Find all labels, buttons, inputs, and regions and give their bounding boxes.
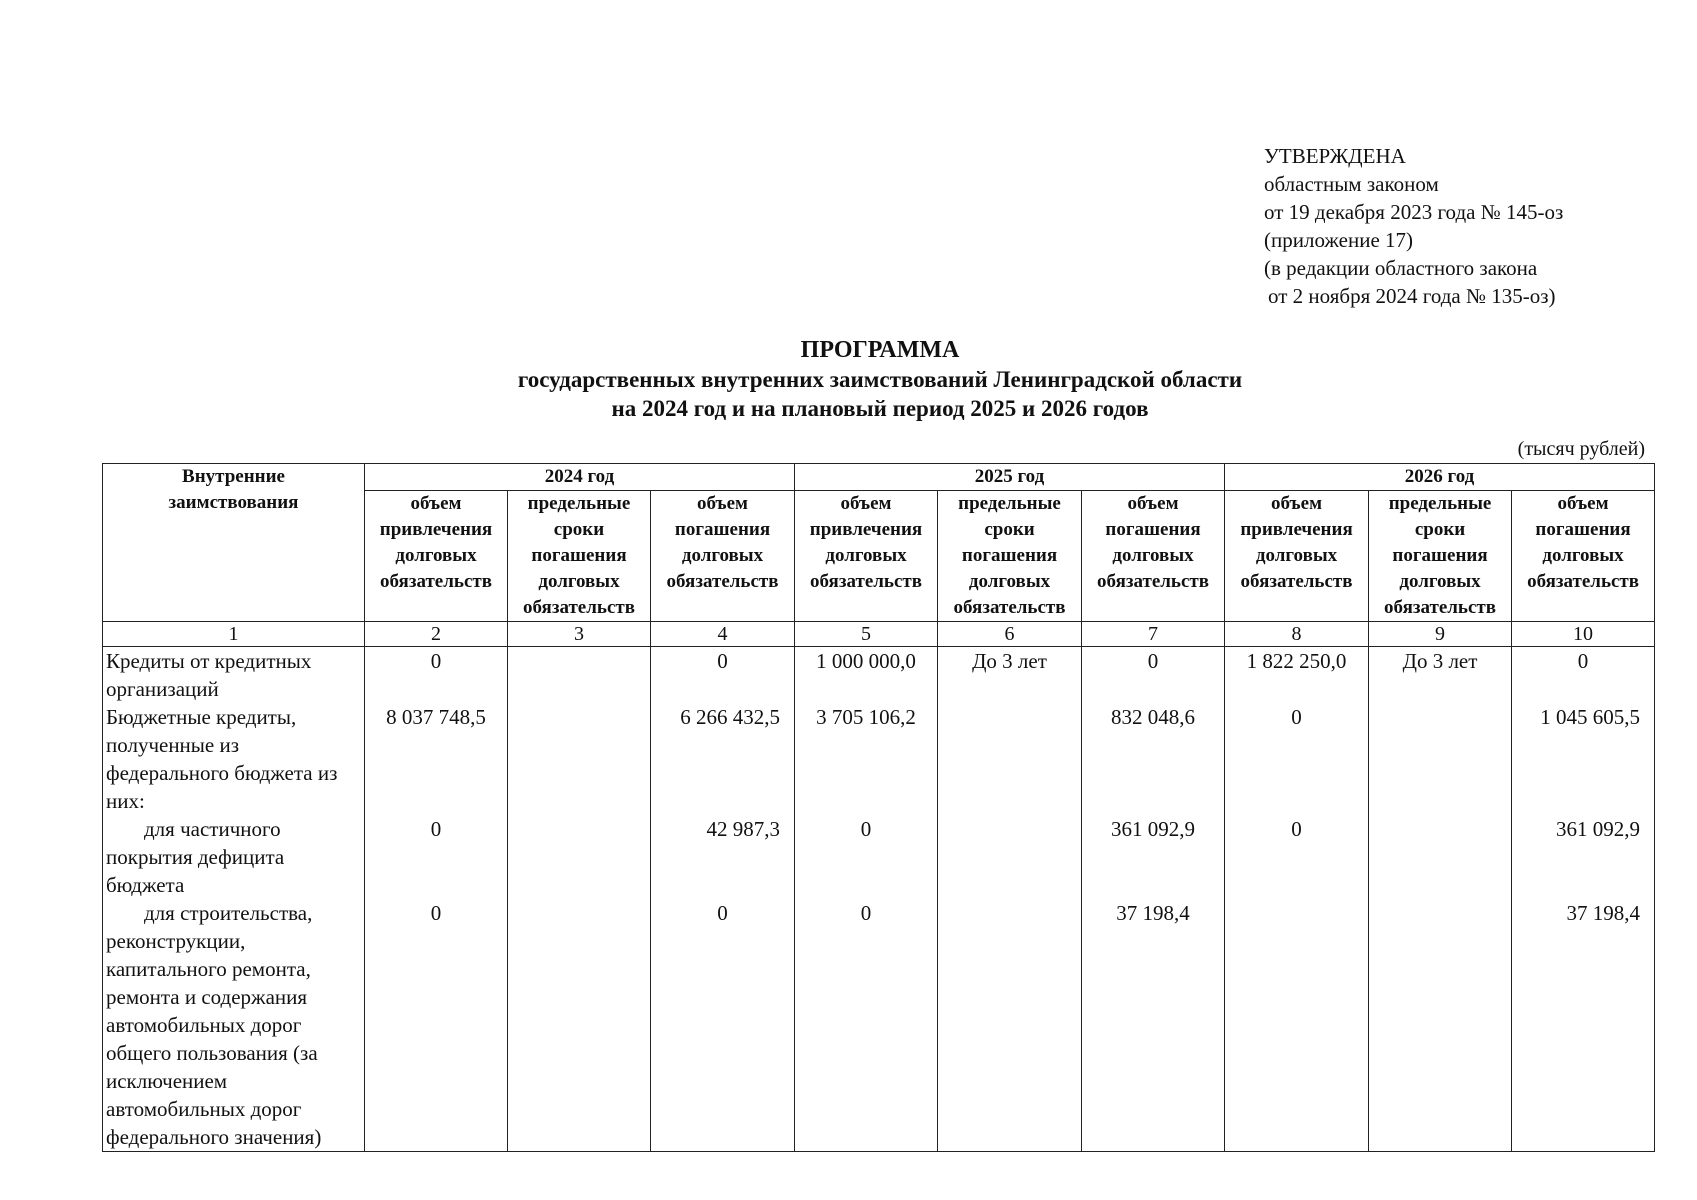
header-attract: объем привлечения долговых обязательств: [795, 491, 938, 622]
header-year-2025: 2025 год: [795, 464, 1225, 491]
column-number: 2: [365, 622, 508, 647]
table-cell: [938, 815, 1082, 899]
title-main: ПРОГРАММА: [800, 337, 960, 363]
column-number: 4: [651, 622, 795, 647]
table-cell: 37 198,4: [1082, 899, 1225, 1152]
header-attract: объем привлечения долговых обязательств: [365, 491, 508, 622]
approval-line-3: от 19 декабря 2023 года № 145-оз: [1264, 200, 1564, 224]
row-name: Бюджетные кредиты, полученные из федерального бюджета из них:: [103, 703, 365, 815]
table-cell: 3 705 106,2: [795, 703, 938, 815]
table-cell: 0: [1512, 647, 1655, 704]
table-row: [103, 703, 1655, 815]
table-cell: 832 048,6: [1082, 703, 1225, 815]
table-cell: [508, 815, 651, 899]
title-sub-2: на 2024 год и на плановый период 2025 и 2026 годов: [611, 396, 1149, 421]
header-repay: объем погашения долговых обязательств: [651, 491, 795, 622]
column-number: 10: [1512, 622, 1655, 647]
header-year-2024: 2024 год: [365, 464, 795, 491]
table-row: [103, 815, 1655, 899]
row-name-text: для частичного покрытия дефицита бюджета: [106, 817, 285, 897]
table-cell: До 3 лет: [1369, 647, 1512, 704]
header-repay: объем погашения долговых обязательств: [1082, 491, 1225, 622]
table-cell: 1 045 605,5: [1512, 703, 1655, 815]
header-terms: предельные сроки погашения долговых обязательств: [938, 491, 1082, 622]
table-cell: 1 822 250,0: [1225, 647, 1369, 704]
table-cell: 37 198,4: [1512, 899, 1655, 1152]
header-internal-borrowings: Внутренние заимствования: [103, 464, 365, 622]
title-sub-1: государственных внутренних заимствований Ленинградской области: [517, 367, 1243, 392]
table-cell: 8 037 748,5: [365, 703, 508, 815]
table-cell: 0: [651, 899, 795, 1152]
header-year-2026: 2026 год: [1225, 464, 1655, 491]
table-cell: [508, 647, 651, 704]
table-cell: [1369, 815, 1512, 899]
approval-line-2: областным законом: [1264, 172, 1439, 196]
approval-stamp: [1264, 142, 1563, 310]
column-number: 6: [938, 622, 1082, 647]
table-row: [103, 647, 1655, 704]
approval-line-1: УТВЕРЖДЕНА: [1264, 144, 1406, 168]
row-name: [103, 899, 365, 1152]
table-cell: 0: [795, 899, 938, 1152]
column-number: 1: [103, 622, 365, 647]
table-cell: До 3 лет: [938, 647, 1082, 704]
column-number: 3: [508, 622, 651, 647]
table-cell: 0: [365, 815, 508, 899]
header-repay: объем погашения долговых обязательств: [1512, 491, 1655, 622]
table-cell: [1225, 899, 1369, 1152]
table-cell: 0: [1225, 815, 1369, 899]
table-cell: [508, 899, 651, 1152]
row-name: Кредиты от кредитных организаций: [103, 647, 365, 704]
table-cell: 6 266 432,5: [651, 703, 795, 815]
table-cell: 0: [1225, 703, 1369, 815]
units-label: (тысяч рублей): [1517, 438, 1645, 460]
table-cell: 1 000 000,0: [795, 647, 938, 704]
table-cell: [1369, 703, 1512, 815]
column-number: 5: [795, 622, 938, 647]
table-cell: [508, 703, 651, 815]
table-cell: 361 092,9: [1512, 815, 1655, 899]
column-number: 8: [1225, 622, 1369, 647]
table-cell: 361 092,9: [1082, 815, 1225, 899]
table-row: [103, 899, 1655, 1152]
row-name: [103, 815, 365, 899]
table-cell: 0: [795, 815, 938, 899]
table-cell: 0: [1082, 647, 1225, 704]
table-cell: 0: [365, 899, 508, 1152]
column-number: 9: [1369, 622, 1512, 647]
table-cell: [938, 703, 1082, 815]
header-attract: объем привлечения долговых обязательств: [1225, 491, 1369, 622]
table-cell: 0: [651, 647, 795, 704]
header-terms: предельные сроки погашения долговых обязательств: [508, 491, 651, 622]
document-title: [0, 336, 1697, 423]
approval-line-4: (приложение 17): [1264, 228, 1414, 252]
row-name-text: для строительства, реконструкции, капитального ремонта, ремонта и содержания автомобильных дорог общего пользования (за исключением автомобильных дорог федерального значения): [106, 901, 322, 1149]
column-number: 7: [1082, 622, 1225, 647]
approval-line-6: от 2 ноября 2024 года № 135-оз): [1268, 284, 1556, 308]
table-cell: 42 987,3: [651, 815, 795, 899]
header-terms: предельные сроки погашения долговых обязательств: [1369, 491, 1512, 622]
table-cell: [1369, 899, 1512, 1152]
approval-line-5: (в редакции областного закона: [1264, 256, 1538, 280]
table-cell: 0: [365, 647, 508, 704]
borrowing-program-table: [102, 463, 1655, 1152]
table-cell: [938, 899, 1082, 1152]
